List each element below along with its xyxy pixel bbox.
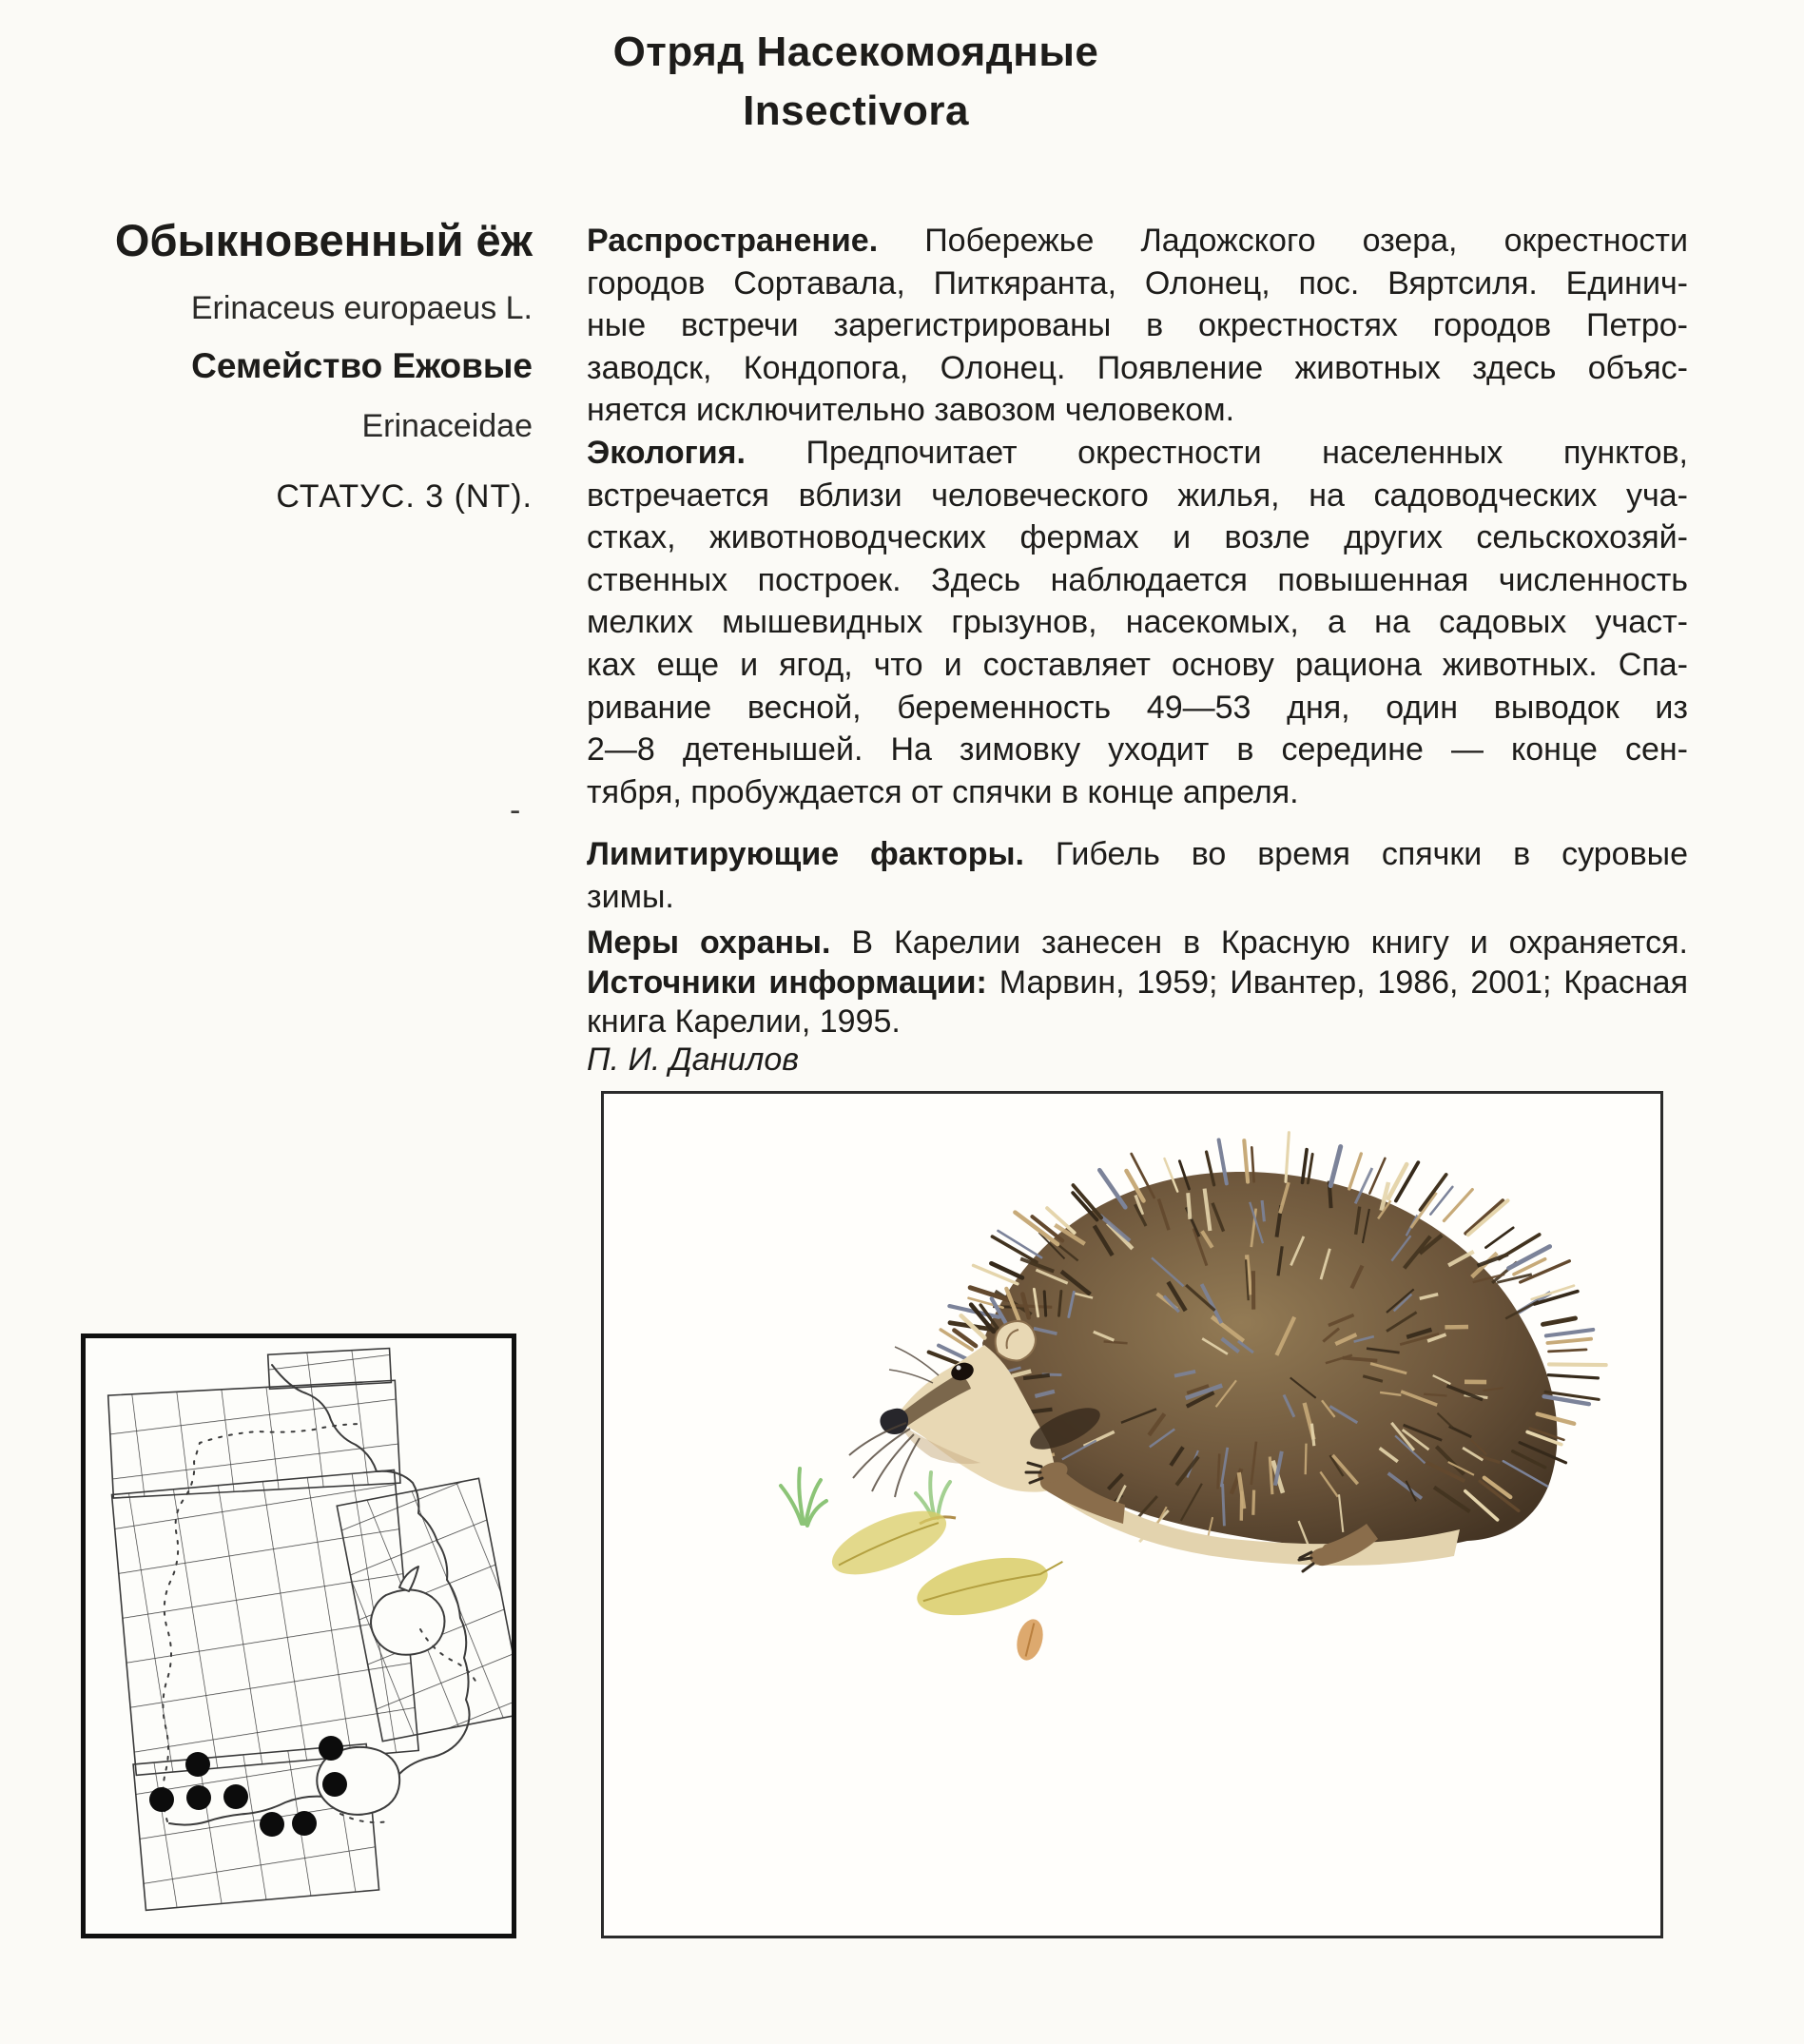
article-line: тября, пробуждается от спячки в конце апреля. — [587, 773, 1299, 810]
species-name-latin: Erinaceus europaeus L. — [190, 290, 533, 326]
occurrence-dot — [319, 1736, 343, 1761]
map-lake-onega — [371, 1589, 445, 1654]
article-line: мелких мышевидных грызунов, насекомых, а на садовых участ- — [587, 604, 1688, 641]
article-paragraph — [587, 964, 1688, 1041]
leaf-orange — [1013, 1617, 1047, 1664]
article-line: П. И. Данилов — [587, 1041, 800, 1079]
distribution-map — [81, 1333, 516, 1938]
article-line: ривание весной, беременность 49—53 дня, один выводок из — [587, 689, 1688, 726]
species-name-russian: Обыкновенный ёж — [114, 215, 533, 265]
article-line: Источники информации: Марвин, 1959; Ивантер, 1986, 2001; Красная — [587, 964, 1688, 1002]
occurrence-dot — [260, 1812, 284, 1837]
article-line: няется исключительно завозом человеком. — [587, 392, 1235, 429]
hedgehog-ear — [996, 1321, 1036, 1361]
hedgehog-illustration-svg — [604, 1094, 1660, 1936]
article-paragraph — [587, 922, 1688, 964]
article-line: городов Сортавала, Питкяранта, Олонец, пос. Вяртсиля. Единич- — [587, 264, 1688, 302]
order-title-latin: Insectivora — [743, 88, 969, 134]
occurrence-dot — [186, 1785, 211, 1810]
article-paragraph — [587, 833, 1688, 918]
article-line: Распространение. Побережье Ладожского озера, окрестности — [587, 223, 1688, 259]
hedgehog-nose — [880, 1409, 908, 1434]
karelia-map-svg — [86, 1338, 512, 1934]
hedgehog — [849, 1133, 1606, 1571]
article-line: Меры охраны. В Карелии занесен в Красную книгу и охраняется. — [587, 924, 1688, 961]
article-line: встречается вблизи человеческого жилья, на садоводческих уча- — [587, 477, 1688, 514]
species-card — [95, 213, 533, 516]
occurrence-dot — [223, 1784, 248, 1809]
article-line: книга Карелии, 1995. — [587, 1003, 901, 1040]
article-line: 2—8 детенышей. На зимовку уходит в середине — конце сен- — [587, 731, 1688, 769]
occurrence-dot — [185, 1752, 210, 1777]
occurrence-dot — [322, 1772, 347, 1797]
article-line: зимы. — [587, 878, 674, 915]
article-line: ках еще и ягод, что и составляет основу рациона животных. Спа- — [587, 646, 1688, 683]
article-line: ные встречи зарегистрированы в окрестностях городов Петро- — [587, 307, 1688, 344]
hedgehog-eye-glint — [957, 1366, 961, 1371]
article-line: ственных построек. Здесь наблюдается повышенная численность — [587, 561, 1688, 598]
leaf — [824, 1498, 1069, 1664]
article-line: Лимитирующие факторы. Гибель во время спячки в суровые — [587, 836, 1688, 873]
article-line: стках, животноводческих фермах и возле других сельскохозяй- — [587, 519, 1688, 556]
status-label: СТАТУС. 3 (NT). — [276, 478, 533, 515]
order-title-russian: Отряд Насекомоядные — [612, 29, 1099, 75]
article-paragraphs — [587, 220, 1688, 1080]
family-name-latin: Erinaceidae — [361, 408, 533, 444]
article-line: заводск, Кондопога, Олонец. Появление животных здесь объяс- — [587, 349, 1688, 386]
occurrence-dot — [149, 1787, 174, 1812]
article-paragraph — [587, 1041, 1688, 1080]
article-line: Экология. Предпочитает окрестности населенных пунктов, — [587, 434, 1688, 471]
page-header — [409, 23, 1303, 141]
article-paragraph — [587, 220, 1688, 432]
scan-artifact-dash: - — [510, 792, 521, 828]
species-illustration — [601, 1091, 1663, 1938]
occurrence-dot — [292, 1811, 317, 1836]
article-paragraph — [587, 432, 1688, 813]
family-name-russian: Семейство Ежовые — [191, 346, 533, 385]
